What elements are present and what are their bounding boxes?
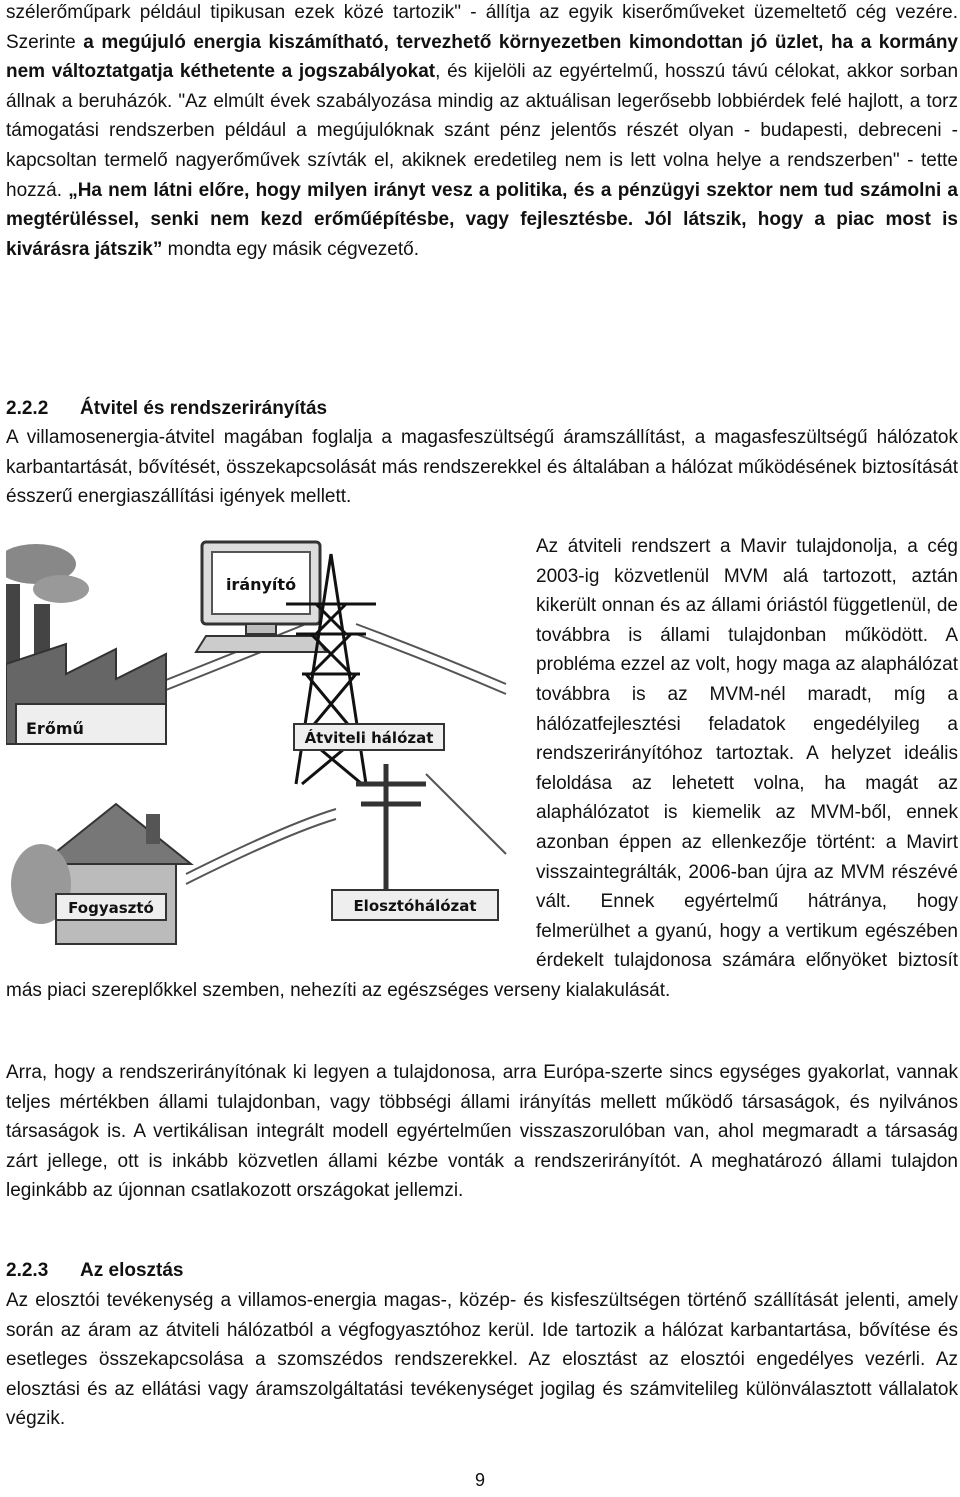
- power-plant-icon: [6, 544, 166, 744]
- system-operator-paragraph: Arra, hogy a rendszerirányítónak ki legyen a tulajdonosa, arra Európa-szerte sincs egységes gyakorlat, vannak teljes mértékben állami tulajdonban, vagy többségi állami irányítás mellett működő társaságok, és nyilvános társaságok is. A vertikálisan integrált modell egyértelműen visszaszorulóban van, ahol megmaradt a társaság zárt jellege, ott is inkább közvetlen állami kézbe vonták a rendszerirányítót. A meghatározó állami tulajdon leginkább az újonnan csatlakozott országokat jellemzi.: [6, 1062, 958, 1202]
- intro-quote-bold: „Ha nem látni előre, hogy milyen irányt vesz a politika, és a pénzügyi szektor nem tud számolni a megtérüléssel, senki nem kezd erőműépítésbe, vagy fejlesztésbe. Jól látszik, hogy a piac most is kivárásra játszik”: [6, 179, 958, 260]
- section-number: 2.2.2: [6, 398, 49, 419]
- mavir-paragraph: Az átviteli rendszert a Mavir tulajdonolja, a cég 2003-ig közvetlenül MVM alá tartozott, aztán kikerült onnan és az állami óriástól függetlenül, de továbbra is állami tulajdonban működött. A probléma ezzel az volt, hogy maga az alaphálózat továbbra is az MVM-nél maradt, míg a hálózatfejlesztési feladatok engedélyileg a rendszerirányítóhoz tartoztak. A helyzet ideális feloldása az lehetett volna, ha magát az alaphálózatot is kiemelik az MVM-ből, ennek azonban éppen az ellenkezője történt: a Mavirt visszaintegrálták, 2006-ban újra az MVM részévé vált. Ennek egyértelmű hátránya, hogy felmerülhet a gyanú, hogy a vertikum egészében érdekelt tulajdonosa számára előnyöket biztosít más piaci szereplőkkel szemben, nehezíti az egészséges verseny kialakulását.: [6, 536, 958, 1001]
- section-title: Az elosztás: [80, 1260, 184, 1281]
- intro-text-2: , és kijelöli az egyértelmű, hosszú távú célokat, akkor sorban állnak a beruházók. "Az elmúlt évek szabályozása mindig az aktuálisan legerősebb lobbiérdek felé hajlott, a torz támogatási rendszerben például a megújulóknak szánt pénz jelentős részét olyan - budapesti, debreceni - kapcsoltan termelő nagyerőművek szívták el, akiknek eredetileg nem is lett volna helye a rendszerben" - tette hozzá.: [6, 61, 959, 201]
- section-heading-2-2-3: [6, 1256, 183, 1285]
- illustrated-section: [6, 532, 958, 1006]
- label-eloszto-halozat: Elosztóhálózat: [353, 897, 477, 915]
- label-iranyito: irányító: [225, 575, 297, 594]
- section-title: Átvitel és rendszerirányítás: [80, 398, 328, 419]
- power-grid-illustration: [6, 534, 526, 948]
- section-heading-2-2-2: [6, 394, 327, 423]
- label-atviteli-halozat: Átviteli hálózat: [304, 729, 434, 747]
- label-fogyaszto: Fogyasztó: [68, 899, 154, 917]
- house-icon: [11, 804, 191, 944]
- distribution-pole-icon: [356, 764, 426, 894]
- page-number: 9: [474, 1470, 485, 1490]
- intro-paragraph: [6, 0, 958, 264]
- intro-text-3: mondta egy másik cégvezető.: [162, 238, 419, 260]
- transmission-paragraph: A villamosenergia-átvitel magában foglalja a magasfeszültségű áramszállítást, a magasfeszültségű hálózatok karbantartását, bővítését, összekapcsolását más rendszerekkel és általában a hálózat működésének biztosítását ésszerű energiaszállítási igények mellett.: [6, 427, 958, 508]
- distribution-paragraph: Az elosztói tevékenység a villamos-energia magas-, közép- és kisfeszültségen történő szállítását jelenti, amely során az áram az átviteli hálózatból a végfogyasztóhoz kerül. Ide tartozik a hálózat karbantartása, bővítése és esetleges összekapcsolása a szomszédos rendszerekkel. Az elosztást az elosztói engedélyes vezérli. Az elosztási és az ellátási vagy áramszolgáltatási tevékenységet jogilag és számvitelileg különválasztott vállalatok végzik.: [6, 1290, 958, 1430]
- intro-bold-1: a megújuló energia kiszámítható, tervezhető környezetben kimondottan jó üzlet, ha a kormány nem változtatgatja kéthetente a jogszabályokat: [6, 31, 958, 83]
- section-number: 2.2.3: [6, 1260, 49, 1281]
- intro-text-1: szélerőműpark például tipikusan ezek közé tartozik" - állítja az egyik kiserőműveket üzemeltető cég vezére. Szerinte: [6, 2, 958, 53]
- label-eromu: Erőmű: [26, 719, 84, 738]
